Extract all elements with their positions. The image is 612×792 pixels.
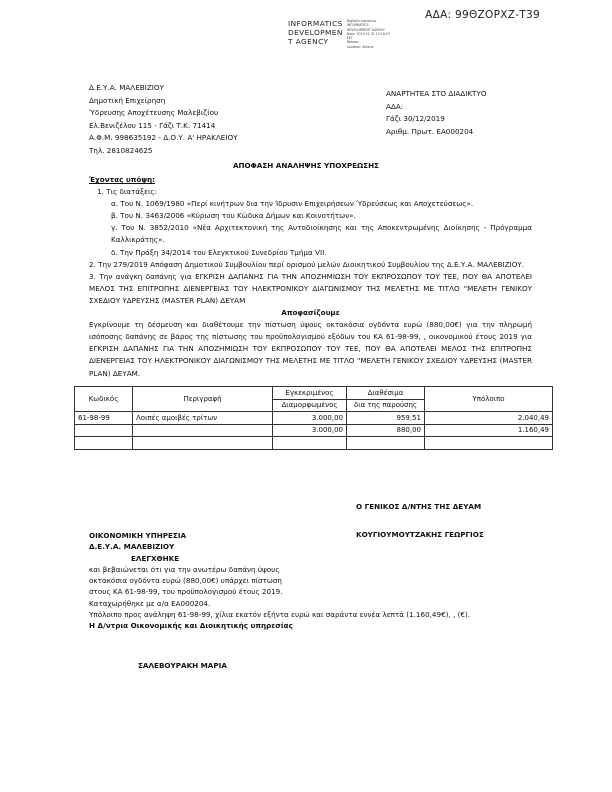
checked-label: ΕΛΕΓΧΘΗΚΕ <box>131 553 180 563</box>
cell-code <box>75 437 133 450</box>
signature-detail-line: Digitally signed by <box>346 19 377 23</box>
document-body <box>89 174 532 380</box>
signer-line: T AGENCY <box>288 37 329 46</box>
document-title: ΑΠΟΦΑΣΗ ΑΝΑΛΗΨΗΣ ΥΠΟΧΡΕΩΣΗΣ <box>232 161 380 170</box>
cell-description <box>133 437 273 450</box>
header-approved-formed: Διαμορφωμένος <box>273 399 347 412</box>
signature-detail-line: Reason: <box>346 40 360 45</box>
cell-remaining <box>425 437 553 450</box>
table-row <box>75 424 553 437</box>
economic-line: και βεβαιώνεται ότι για την ανωτέρω δαπάνη ύψους <box>89 564 280 574</box>
header-approved: Εγκεκριμένος <box>273 387 347 400</box>
signature-detail-line: Location: Athens <box>346 44 374 49</box>
info-line: Γάζι 30/12/2019 <box>386 114 445 124</box>
header-remaining: Υπόλοιπο <box>425 387 553 412</box>
info-line: Αριθμ. Πρωτ. ΕΑ000204 <box>386 126 474 136</box>
sender-line: Τηλ. 2810824625 <box>89 145 153 155</box>
header-available-by-present: δια της παρούσης <box>347 399 425 412</box>
cell-approved: 3.000,00 <box>273 412 347 425</box>
cell-available: 880,00 <box>347 424 425 437</box>
signer-name <box>288 19 343 46</box>
decision-text: Εγκρίνουμε τη δέσμευση και διαθέτουμε την πίστωση ύψους οκτακόσια ογδόντα ευρώ (880,00€) για την πληρωμή ισόποσης δαπάνης σε βάρος της πίστωσης του προϋπολογισμού εξόδων του ΚΑ 61-98-99, , οικονομικού έτους 2019 για ΕΓΚΡΙΣΗ ΔΑΠΑΝΗΣ ΓΙΑ ΤΗΝ ΑΠΟΖΗΜΙΩΣΗ ΤΟΥ ΕΚΠΡΟΣΩΠΟΥ ΤΟΥ ΤΕΕ, ΠΟΥ ΘΑ ΑΠΟΤΕΛΕΙ ΜΕΛΟΣ ΤΗΣ ΕΠΙΤΡΟΠΗΣ ΔΙΕΝΕΡΓΕΙΑΣ ΤΟΥ ΗΛΕΚΤΡΟΝΙΚΟΥ ΔΙΑΓΩΝΙΣΜΟΥ ΤΗΣ ΜΕΛΕΤΗΣ ΜΕ ΤΙΤΛΟ "ΜΕΛΕΤΗ ΓΕΝΙΚΟΥ ΣΧΕΔΙΟΥ ΥΔΡΕΥΣΗΣ (MASTER PLAN) ΔΕΥΑΜ. <box>89 320 532 378</box>
item-1: 1. Τις διατάξεις: <box>97 187 158 197</box>
item-1b: β. Του Ν. 3463/2006 «Κύρωση του Κώδικα Δήμων και Κοινοτήτων». <box>111 211 356 221</box>
cell-remaining: 2.040,49 <box>425 412 553 425</box>
budget-table <box>74 386 553 450</box>
signature-detail-line: DEVELOPMENT AGENCY <box>346 27 385 32</box>
decision-heading: Αποφασίζουμε <box>281 308 340 318</box>
economic-service-org: Δ.Ε.Υ.Α. ΜΑΛΕΒΙΖΙΟΥ <box>89 542 175 552</box>
economic-line: στους ΚΑ 61-98-99, του προϋπολογισμού έτους 2019. <box>89 587 283 597</box>
signer-line: DEVELOPMEN <box>288 28 343 37</box>
digital-signature-stamp <box>288 19 390 49</box>
header-code: Κωδικός <box>75 387 133 412</box>
sender-line: Ελ.Βενιζέλου 115 - Γάζι Τ.Κ. 71414 <box>89 120 216 130</box>
table-row <box>75 437 553 450</box>
signatory-name: ΚΟΥΓΙΟΥΜΟΥΤΖΑΚΗΣ ΓΕΩΡΓΙΟΣ <box>356 530 484 539</box>
sender-line: Α.Φ.Μ. 998635192 - Δ.Ο.Υ. Α' ΗΡΑΚΛΕΙΟΥ <box>89 133 238 143</box>
signature-detail-line: Date: 2019.12.31 13:16:07 <box>346 31 391 36</box>
info-line: ΑΝΑΡΤΗΤΕΑ ΣΤΟ ΔΙΑΔΙΚΤΥΟ <box>386 89 487 98</box>
cell-remaining: 1.160,49 <box>425 424 553 437</box>
economic-line: Καταχωρήθηκε με α/α ΕΑ000204. <box>89 598 211 608</box>
item-1c: γ. Του Ν. 3852/2010 «Νέα Αρχιτεκτονική της Αυτοδιοίκησης και της Αποκεντρωμένης Διοίκησης - Πρόγραμμα Καλλικράτης». <box>111 223 532 245</box>
economic-service-block <box>89 530 470 632</box>
cell-available <box>347 437 425 450</box>
signature-detail-line: EET <box>346 36 353 41</box>
cell-code <box>75 424 133 437</box>
item-2: 2. Την 279/2019 Απόφαση Δημοτικού Συμβουλίου περί ορισμού μελών Διοικητικού Συμβουλίου της Δ.Ε.Υ.Α. ΜΑΛΕΒΙΖΙΟΥ. <box>89 259 525 269</box>
sender-address-block <box>89 82 238 158</box>
info-line: ΑΔΑ: <box>386 101 404 111</box>
item-3: 3. Την ανάγκη δαπάνης για ΕΓΚΡΙΣΗ ΔΑΠΑΝΗΣ ΓΙΑ ΤΗΝ ΑΠΟΖΗΜΙΩΣΗ ΤΟΥ ΕΚΠΡΟΣΩΠΟΥ ΤΟΥ ΤΕΕ, ΠΟΥ ΘΑ ΑΠΟΤΕΛΕΙ ΜΕΛΟΣ ΤΗΣ ΕΠΙΤΡΟΠΗΣ ΔΙΕΝΕΡΓΕΙΑΣ ΤΟΥ ΗΛΕΚΤΡΟΝΙΚΟΥ ΔΙΑΓΩΝΙΣΜΟΥ ΤΗΣ ΜΕΛΕΤΗΣ ΜΕ ΤΙΤΛΟ "ΜΕΛΕΤΗ ΓΕΝΙΚΟΥ ΣΧΕΔΙΟΥ ΥΔΡΕΥΣΗΣ (MASTER PLAN) ΔΕΥΑΜ <box>89 271 532 305</box>
table-row <box>75 412 553 425</box>
signer-line: INFORMATICS <box>288 19 343 28</box>
header-description: Περιγραφή <box>133 387 273 412</box>
signatory-title: Ο ΓΕΝΙΚΟΣ Δ/ΝΤΗΣ ΤΗΣ ΔΕΥΑΜ <box>356 502 482 511</box>
economic-line: Υπόλοιπο προς ανάληψη 61-98-99, χίλια εκατόν εξήντα ευρώ και σαράντα εννέα λεπτά (1.160,49€), , (€). <box>89 610 471 620</box>
item-1a: α. Του Ν. 1069/1980 «Περί κινήτρων δια την Ίδρυσιν Επιχειρήσεων Ύδρεύσεως και Αποχετεύσεως». <box>111 199 474 209</box>
economic-line: οκτακόσια ογδόντα ευρώ (880,00€) υπάρχει πίστωση <box>89 576 282 586</box>
table-header-row <box>75 387 553 400</box>
cell-description: Λοιπές αμοιβές τρίτων <box>133 412 273 425</box>
document-info-block <box>386 88 487 138</box>
signature-detail-line: INFORMATICS <box>346 23 369 28</box>
cell-approved: 3.000,00 <box>273 424 347 437</box>
economic-service-title: ΟΙΚΟΝΟΜΙΚΗ ΥΠΗΡΕΣΙΑ <box>89 531 187 540</box>
having-regard-heading: Έχοντας υπόψη: <box>89 175 156 184</box>
signature-details <box>347 19 390 49</box>
header-available: Διαθέσιμα <box>347 387 425 400</box>
item-1d: δ. Την Πράξη 34/2014 του Ελεγκτικού Συνεδρίου Τμήμα VII. <box>111 247 327 257</box>
sender-line: Δ.Ε.Υ.Α. ΜΑΛΕΒΙΖΙΟΥ <box>89 83 164 92</box>
cell-available: 959,51 <box>347 412 425 425</box>
director-name: ΣΑΛΕΒΟΥΡΑΚΗ ΜΑΡΙΑ <box>138 661 227 670</box>
sender-line: Δημοτική Επιχείρηση <box>89 95 166 105</box>
cell-approved <box>273 437 347 450</box>
director-title: Η Δ/ντρια Οικονομικής και Διοικητικής υπηρεσίας <box>89 621 293 631</box>
cell-description <box>133 424 273 437</box>
ada-code: ΑΔΑ: 99ΘΖΟΡΧΖ-Τ39 <box>425 9 540 21</box>
sender-line: Ύδρευσης Αποχέτευσης Μαλεβιζίου <box>89 108 219 118</box>
cell-code: 61-98-99 <box>75 412 133 425</box>
